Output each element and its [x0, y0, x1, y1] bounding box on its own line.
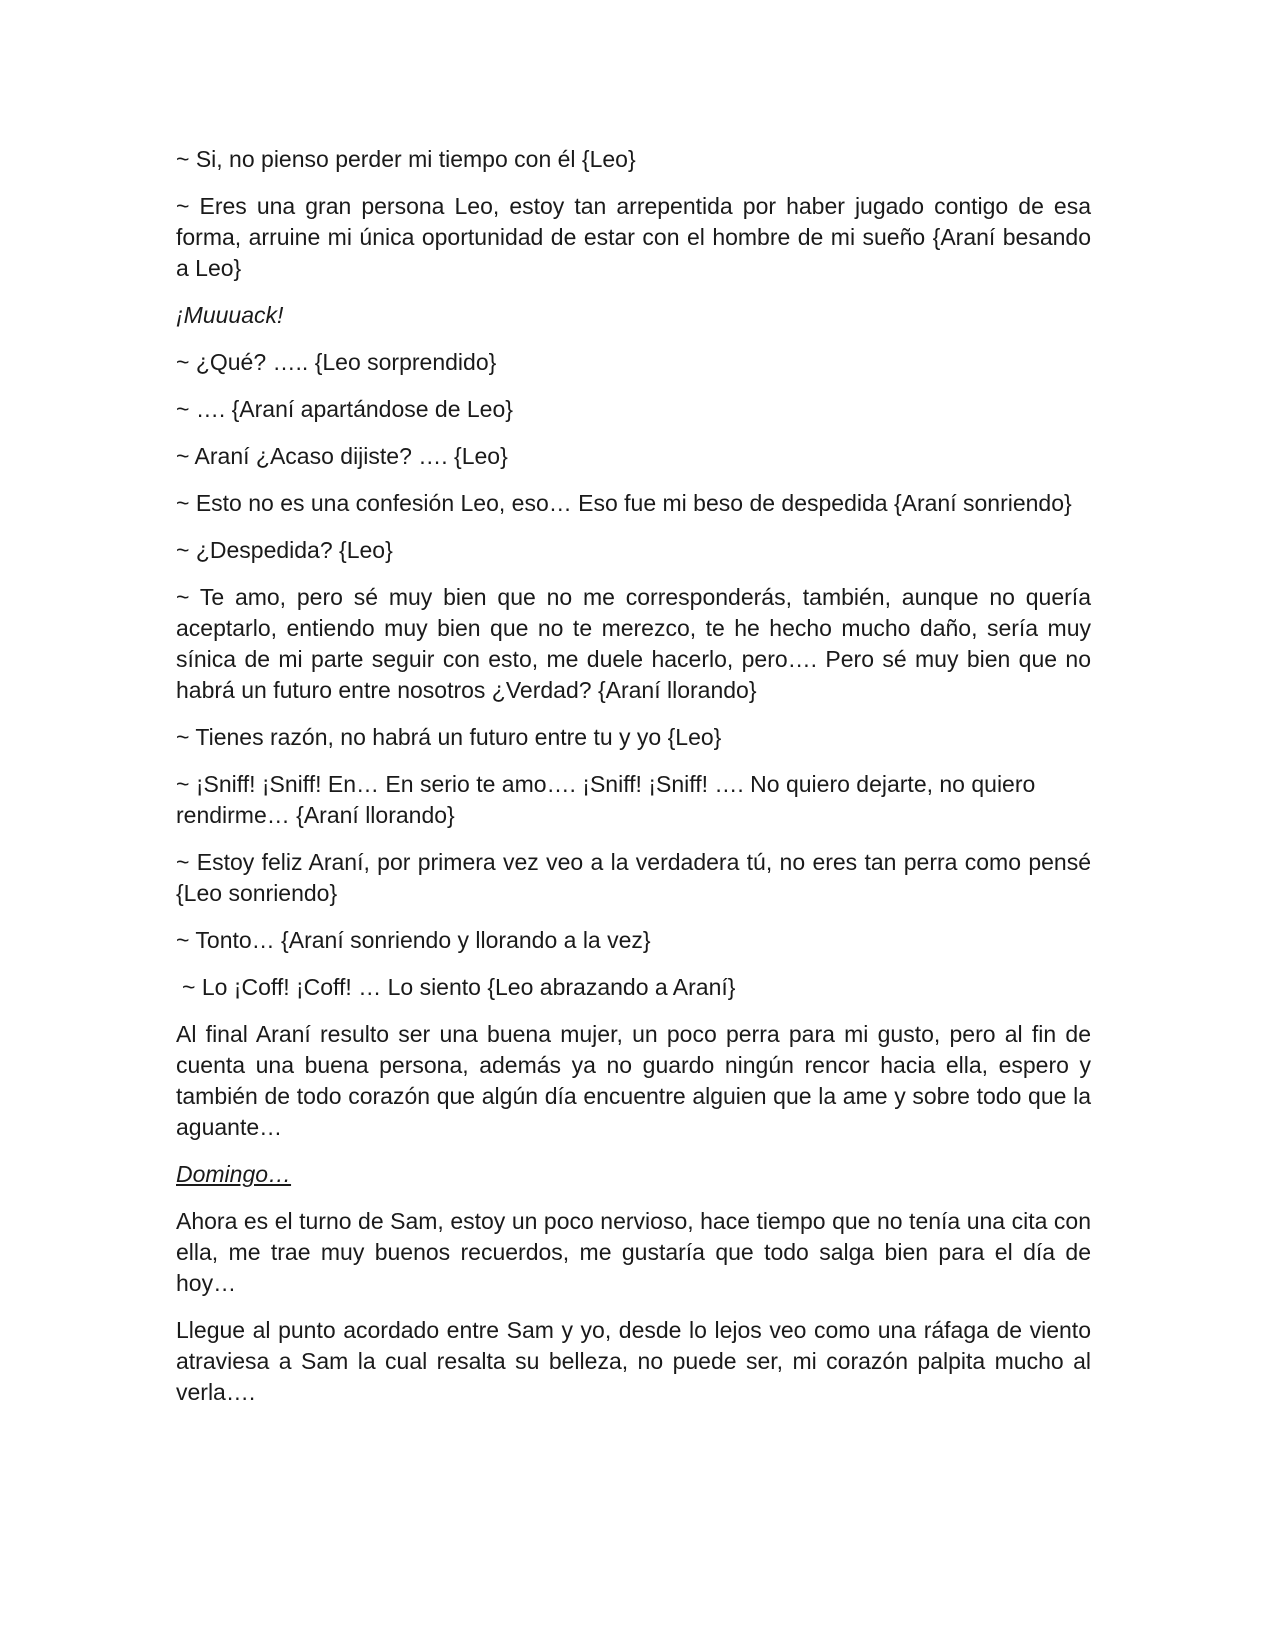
narration-paragraph: Llegue al punto acordado entre Sam y yo, desde lo lejos veo como una ráfaga de viento atraviesa a Sam la cual resalta su belleza, no puede ser, mi corazón palpita mucho al verla…. [176, 1317, 1091, 1405]
dialogue-line: ~ ¿Despedida? {Leo} [176, 537, 393, 563]
dialogue-line: ~ …. {Araní apartándose de Leo} [176, 396, 513, 422]
narration-paragraph: Ahora es el turno de Sam, estoy un poco nervioso, hace tiempo que no tenía una cita con ella, me trae muy buenos recuerdos, me gustaría que todo salga bien para el día de hoy… [176, 1208, 1091, 1296]
narration-paragraph: Al final Araní resulto ser una buena mujer, un poco perra para mi gusto, pero al fin de cuenta una buena persona, además ya no guardo ningún rencor hacia ella, espero y también de todo corazón que algún día encuentre alguien que la ame y sobre todo que la aguante… [176, 1021, 1091, 1140]
page-body [176, 144, 1091, 1424]
dialogue-line: ~ Si, no pienso perder mi tiempo con él {Leo} [176, 146, 636, 172]
dialogue-line: ~ Te amo, pero sé muy bien que no me corresponderás, también, aunque no quería aceptarlo, entiendo muy bien que no te merezco, te he hecho mucho daño, sería muy sínica de mi parte seguir con esto, me duele hacerlo, pero…. Pero sé muy bien que no habrá un futuro entre nosotros ¿Verdad? {Araní llorando} [176, 584, 1091, 703]
dialogue-line: ~ Eres una gran persona Leo, estoy tan arrepentida por haber jugado contigo de esa forma, arruine mi única oportunidad de estar con el hombre de mi sueño {Araní besando a Leo} [176, 193, 1091, 281]
dialogue-line: ~ ¿Qué? ….. {Leo sorprendido} [176, 349, 497, 375]
sound-effect: ¡Muuuack! [176, 302, 284, 328]
section-heading-text: Domingo… [176, 1161, 292, 1187]
dialogue-line: ~ Tienes razón, no habrá un futuro entre tu y yo {Leo} [176, 724, 722, 750]
dialogue-line: ~ Araní ¿Acaso dijiste? …. {Leo} [176, 443, 508, 469]
dialogue-line: ~ Esto no es una confesión Leo, eso… Eso fue mi beso de despedida {Araní sonriendo} [176, 490, 1072, 516]
section-heading [176, 1159, 1091, 1190]
dialogue-line: ~ Tonto… {Araní sonriendo y llorando a la vez} [176, 927, 651, 953]
dialogue-line: ~ Lo ¡Coff! ¡Coff! … Lo siento {Leo abrazando a Araní} [182, 974, 736, 1000]
dialogue-line: ~ Estoy feliz Araní, por primera vez veo a la verdadera tú, no eres tan perra como pensé {Leo sonriendo} [176, 849, 1091, 906]
dialogue-line: ~ ¡Sniff! ¡Sniff! En… En serio te amo…. ¡Sniff! ¡Sniff! …. No quiero dejarte, no quiero rendirme… {Araní llorando} [176, 771, 1036, 828]
